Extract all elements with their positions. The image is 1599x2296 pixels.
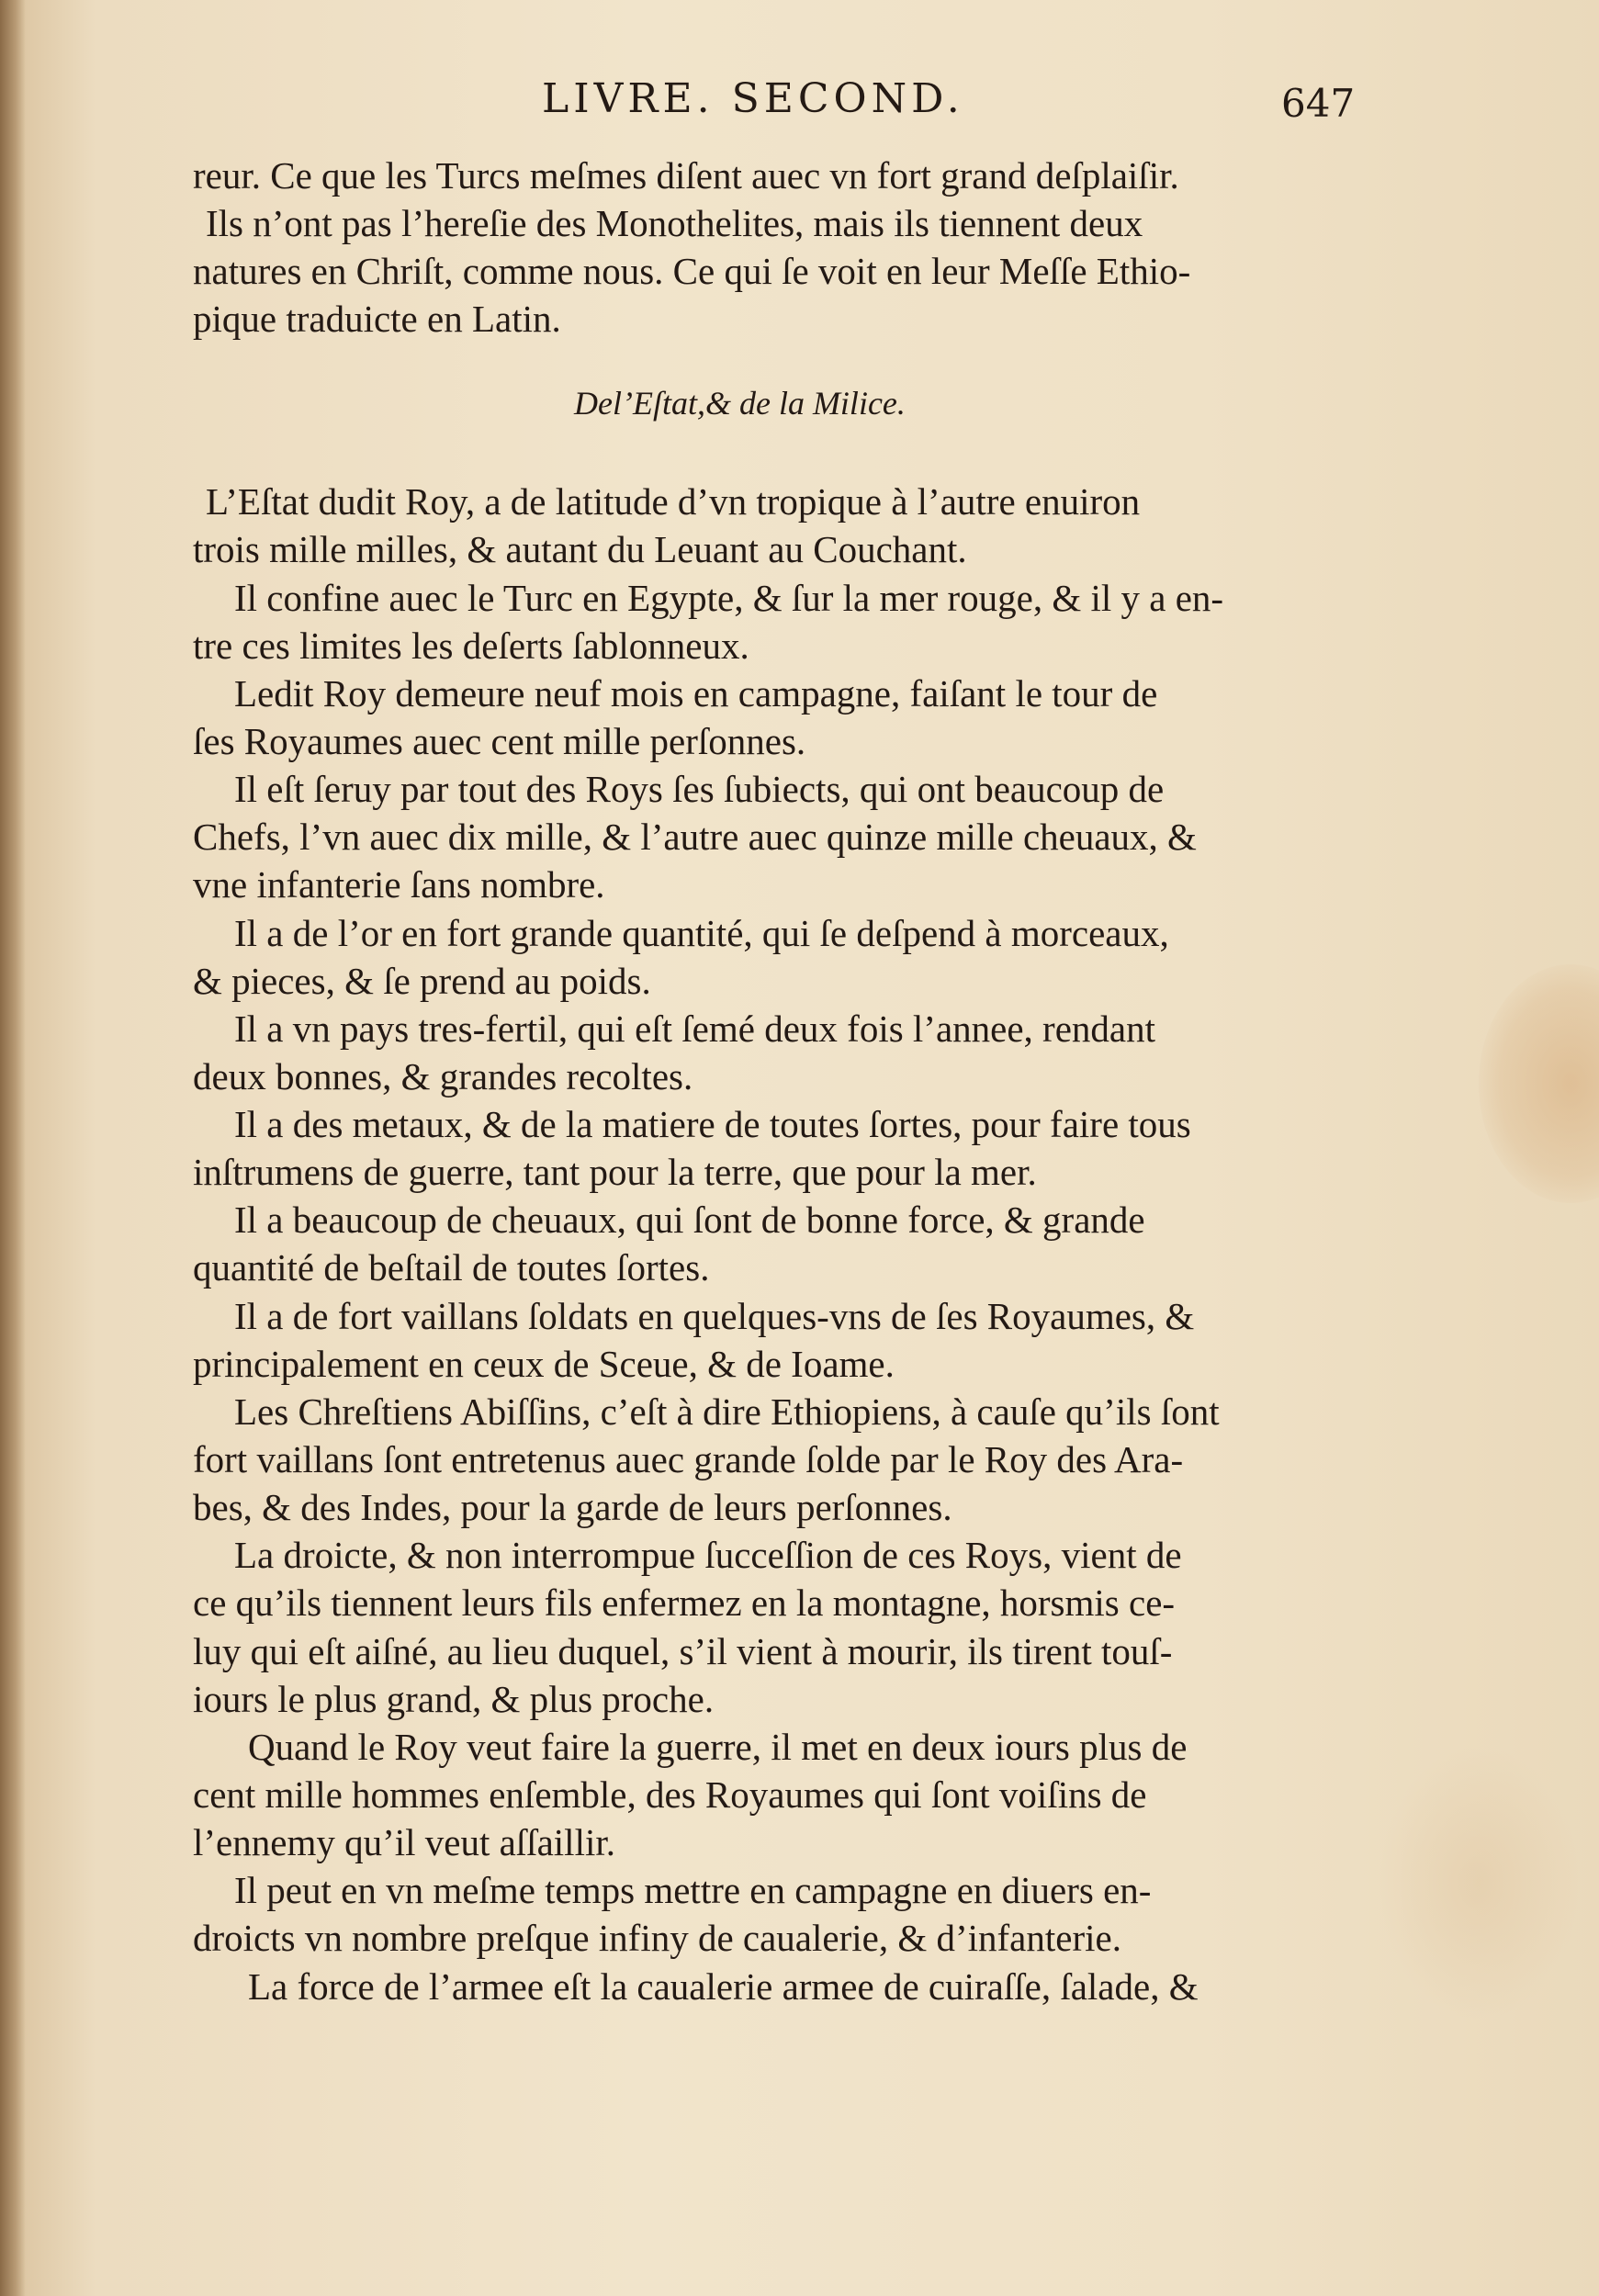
text-line: l’ennemy qu’il veut aſſaillir. (193, 1821, 615, 1863)
text-line: Ledit Roy demeure neuf mois en campagne, faiſant le tour de (234, 672, 1158, 715)
text-line: droicts vn nombre preſque infiny de caualerie, & d’infanterie. (193, 1917, 1121, 1959)
text-line: trois mille milles, & autant du Leuant au Couchant. (193, 528, 967, 570)
text-line: fort vaillans ſont entretenus auec grande ſolde par le Roy des Ara- (193, 1438, 1184, 1480)
text-line: Il a de fort vaillans ſoldats en quelques-vns de ſes Royaumes, & (234, 1295, 1195, 1337)
text-line: Il a vn pays tres-fertil, qui eſt ſemé deux fois l’annee, rendant (234, 1007, 1155, 1050)
text-line: Il a de l’or en fort grande quantité, qui ſe deſpend à morceaux, (234, 912, 1169, 954)
text-line: Quand le Roy veut faire la guerre, il met en deux iours plus de (248, 1726, 1188, 1768)
paper-stain (1479, 964, 1599, 1203)
text-line: tre ces limites les deſerts ſablonneux. (193, 625, 749, 667)
text-line: Les Chreſtiens Abiſſins, c’eſt à dire Ethiopiens, à cauſe qu’ils ſont (234, 1390, 1220, 1433)
text-line: natures en Chriſt, comme nous. Ce qui ſe voit en leur Meſſe Ethio- (193, 250, 1191, 292)
text-line: L’Eſtat dudit Roy, a de latitude d’vn tropique à l’autre enuiron (206, 480, 1141, 523)
page-number: 647 (1281, 81, 1356, 126)
text-line: Chefs, l’vn auec dix mille, & l’autre auec quinze mille cheuaux, & (193, 816, 1197, 858)
text-line: Il peut en vn meſme temps mettre en campagne en diuers en- (234, 1869, 1152, 1911)
text-line: La force de l’armee eſt la caualerie armee de cuiraſſe, ſalade, & (248, 1965, 1199, 2008)
text-line: pique traduicte en Latin. (193, 298, 561, 340)
paper-stain-lower (1378, 1745, 1580, 2020)
text-line: Il eſt ſeruy par tout des Roys ſes ſubiects, qui ont beaucoup de (234, 768, 1165, 810)
text-line: iours le plus grand, & plus proche. (193, 1678, 715, 1720)
text-line: ce qu’ils tiennent leurs fils enfermez en la montagne, horsmis ce- (193, 1581, 1176, 1624)
text-line: cent mille hommes enſemble, des Royaumes qui ſont voiſins de (193, 1773, 1147, 1816)
text-line: Il confine auec le Turc en Egypte, & ſur la mer rouge, & il y a en- (234, 577, 1224, 619)
text-line: Il a des metaux, & de la matiere de toutes ſortes, pour faire tous (234, 1103, 1191, 1145)
book-gutter (0, 0, 26, 2296)
text-line: La droicte, & non interrompue ſucceſſion de ces Roys, vient de (234, 1534, 1182, 1576)
text-line: ſes Royaumes auec cent mille perſonnes. (193, 720, 806, 762)
text-line: & pieces, & ſe prend au poids. (193, 960, 651, 1002)
running-title: LIVRE. SECOND. (542, 75, 964, 122)
text-line: bes, & des Indes, pour la garde de leurs perſonnes. (193, 1486, 952, 1528)
section-heading: Del’Eſtat,& de la Milice. (574, 385, 906, 422)
text-line: vne infanterie ſans nombre. (193, 863, 605, 906)
text-line: reur. Ce que les Turcs meſmes diſent auec vn fort grand deſplaiſir. (193, 154, 1179, 197)
text-line: Ils n’ont pas l’hereſie des Monothelites, mais ils tiennent deux (206, 202, 1143, 244)
text-line: luy qui eſt aiſné, au lieu duquel, s’il vient à mourir, ils tirent touſ- (193, 1630, 1173, 1672)
text-line: inſtrumens de guerre, tant pour la terre, que pour la mer. (193, 1151, 1037, 1193)
text-line: principalement en ceux de Sceue, & de Ioame. (193, 1343, 895, 1385)
text-line: quantité de beſtail de toutes ſortes. (193, 1246, 710, 1289)
text-line: Il a beaucoup de cheuaux, qui ſont de bonne force, & grande (234, 1199, 1145, 1241)
text-line: deux bonnes, & grandes recoltes. (193, 1055, 693, 1097)
